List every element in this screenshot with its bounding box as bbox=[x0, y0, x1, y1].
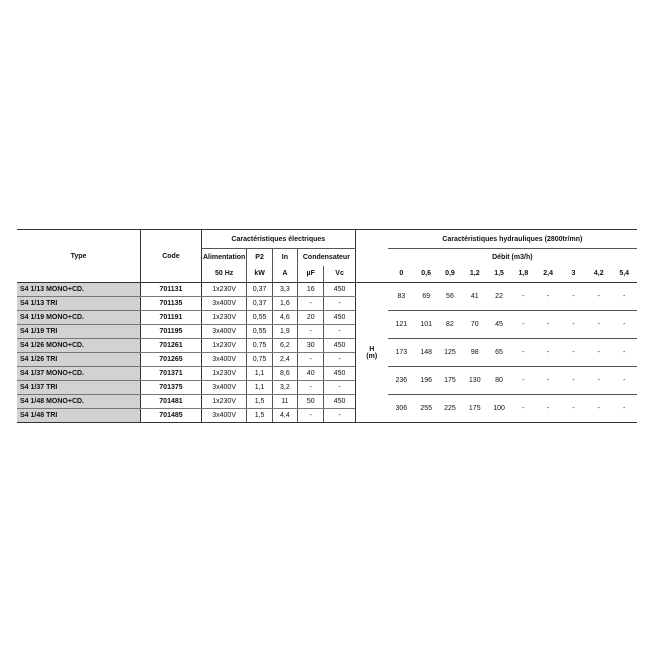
type-cell: S4 1/37 MONO+CD. bbox=[17, 367, 141, 381]
vc-cell: 450 bbox=[324, 311, 355, 325]
flow-header: 0,6 bbox=[415, 266, 437, 283]
p2-cell: 0,75 bbox=[247, 339, 272, 353]
table-row bbox=[17, 395, 637, 409]
flow-header: 1,5 bbox=[487, 266, 511, 283]
alimentation-cell: 3x400V bbox=[201, 381, 247, 395]
p2-cell: 1,5 bbox=[247, 409, 272, 423]
head-value-cell: - bbox=[561, 311, 586, 339]
kw-header: kW bbox=[247, 266, 272, 283]
head-value-cell: - bbox=[511, 367, 535, 395]
head-value-cell: 65 bbox=[487, 339, 511, 367]
alimentation-cell: 3x400V bbox=[201, 353, 247, 367]
uf-header: µF bbox=[298, 266, 324, 283]
in-cell: 11 bbox=[272, 395, 297, 409]
head-value-cell: - bbox=[536, 367, 561, 395]
in-cell: 4,4 bbox=[272, 409, 297, 423]
table-row bbox=[17, 339, 637, 353]
vc-cell: 450 bbox=[324, 367, 355, 381]
head-value-cell: - bbox=[511, 283, 535, 311]
head-value-cell: - bbox=[611, 367, 637, 395]
head-value-cell: 80 bbox=[487, 367, 511, 395]
uf-cell: - bbox=[298, 353, 324, 367]
head-value-cell: - bbox=[586, 339, 611, 367]
in-cell: 3,2 bbox=[272, 381, 297, 395]
head-value-cell: 130 bbox=[463, 367, 487, 395]
vc-cell: 450 bbox=[324, 339, 355, 353]
uf-cell: - bbox=[298, 409, 324, 423]
code-cell: 701195 bbox=[141, 325, 202, 339]
type-cell: S4 1/19 TRI bbox=[17, 325, 141, 339]
in-cell: 6,2 bbox=[272, 339, 297, 353]
in-cell: 2,4 bbox=[272, 353, 297, 367]
head-value-cell: 69 bbox=[415, 283, 437, 311]
in-cell: 1,9 bbox=[272, 325, 297, 339]
in-header: In bbox=[272, 249, 297, 266]
table-row bbox=[17, 311, 637, 325]
alimentation-cell: 3x400V bbox=[201, 325, 247, 339]
type-cell: S4 1/13 TRI bbox=[17, 297, 141, 311]
p2-cell: 1,5 bbox=[247, 395, 272, 409]
vc-cell: - bbox=[324, 409, 355, 423]
head-value-cell: 173 bbox=[388, 339, 415, 367]
code-cell: 701371 bbox=[141, 367, 202, 381]
flow-header: 0 bbox=[388, 266, 415, 283]
head-value-cell: - bbox=[586, 311, 611, 339]
h-column-header-2 bbox=[355, 249, 387, 266]
uf-cell: 16 bbox=[298, 283, 324, 297]
alimentation-header: Alimentation bbox=[201, 249, 247, 266]
p2-header: P2 bbox=[247, 249, 272, 266]
vc-cell: 450 bbox=[324, 395, 355, 409]
uf-cell: 30 bbox=[298, 339, 324, 353]
code-cell: 701481 bbox=[141, 395, 202, 409]
head-value-cell: 255 bbox=[415, 395, 437, 423]
head-value-cell: 306 bbox=[388, 395, 415, 423]
head-value-cell: 98 bbox=[463, 339, 487, 367]
head-value-cell: 83 bbox=[388, 283, 415, 311]
code-cell: 701135 bbox=[141, 297, 202, 311]
alimentation-cell: 3x400V bbox=[201, 409, 247, 423]
p2-cell: 1,1 bbox=[247, 381, 272, 395]
head-value-cell: - bbox=[536, 339, 561, 367]
code-cell: 701485 bbox=[141, 409, 202, 423]
p2-cell: 0,75 bbox=[247, 353, 272, 367]
type-cell: S4 1/13 MONO+CD. bbox=[17, 283, 141, 297]
head-value-cell: 121 bbox=[388, 311, 415, 339]
head-value-cell: 22 bbox=[487, 283, 511, 311]
head-value-cell: - bbox=[511, 311, 535, 339]
head-value-cell: 101 bbox=[415, 311, 437, 339]
head-value-cell: 56 bbox=[437, 283, 462, 311]
head-value-cell: 45 bbox=[487, 311, 511, 339]
vc-cell: - bbox=[324, 325, 355, 339]
vc-header: Vc bbox=[324, 266, 355, 283]
alimentation-cell: 1x230V bbox=[201, 395, 247, 409]
alimentation-cell: 3x400V bbox=[201, 297, 247, 311]
flow-header: 0,9 bbox=[437, 266, 462, 283]
uf-cell: - bbox=[298, 297, 324, 311]
vc-cell: - bbox=[324, 297, 355, 311]
in-cell: 3,3 bbox=[272, 283, 297, 297]
head-value-cell: - bbox=[561, 339, 586, 367]
p2-cell: 0,37 bbox=[247, 297, 272, 311]
code-cell: 701375 bbox=[141, 381, 202, 395]
head-value-cell: - bbox=[561, 367, 586, 395]
flow-header: 3 bbox=[561, 266, 586, 283]
head-value-cell: - bbox=[561, 395, 586, 423]
uf-cell: 50 bbox=[298, 395, 324, 409]
head-value-cell: - bbox=[511, 339, 535, 367]
h-axis-label bbox=[355, 283, 387, 423]
table-row bbox=[17, 367, 637, 381]
alimentation-cell: 1x230V bbox=[201, 283, 247, 297]
head-value-cell: 148 bbox=[415, 339, 437, 367]
head-value-cell: - bbox=[561, 283, 586, 311]
table-row bbox=[17, 283, 637, 297]
code-cell: 701131 bbox=[141, 283, 202, 297]
head-value-cell: 82 bbox=[437, 311, 462, 339]
head-value-cell: - bbox=[586, 367, 611, 395]
head-value-cell: 175 bbox=[463, 395, 487, 423]
h-column-header bbox=[355, 230, 387, 249]
flow-header: 4,2 bbox=[586, 266, 611, 283]
h-label: H bbox=[369, 345, 375, 353]
head-value-cell: 236 bbox=[388, 367, 415, 395]
type-cell: S4 1/37 TRI bbox=[17, 381, 141, 395]
p2-cell: 0,37 bbox=[247, 283, 272, 297]
spec-table bbox=[17, 229, 637, 423]
debit-header: Débit (m3/h) bbox=[492, 253, 533, 261]
head-value-cell: - bbox=[536, 395, 561, 423]
code-cell: 701191 bbox=[141, 311, 202, 325]
head-value-cell: 41 bbox=[463, 283, 487, 311]
uf-cell: - bbox=[298, 381, 324, 395]
alimentation-cell: 1x230V bbox=[201, 311, 247, 325]
amp-header: A bbox=[272, 266, 297, 283]
head-value-cell: 70 bbox=[463, 311, 487, 339]
head-value-cell: - bbox=[611, 283, 637, 311]
alimentation-cell: 1x230V bbox=[201, 339, 247, 353]
vc-cell: - bbox=[324, 353, 355, 367]
hydraulic-group-header: Caractéristiques hydrauliques (2800tr/mn) bbox=[388, 230, 637, 249]
head-value-cell: - bbox=[611, 339, 637, 367]
in-cell: 1,6 bbox=[272, 297, 297, 311]
flow-header: 1,2 bbox=[463, 266, 487, 283]
type-cell: S4 1/19 MONO+CD. bbox=[17, 311, 141, 325]
uf-cell: 20 bbox=[298, 311, 324, 325]
condensateur-header: Condensateur bbox=[298, 249, 356, 266]
electrical-group-header: Caractéristiques électriques bbox=[201, 230, 355, 249]
head-value-cell: 125 bbox=[437, 339, 462, 367]
flow-header: 2,4 bbox=[536, 266, 561, 283]
h-column-header-3 bbox=[355, 266, 387, 283]
flow-header: 1,8 bbox=[511, 266, 535, 283]
head-value-cell: - bbox=[611, 395, 637, 423]
head-value-cell: - bbox=[536, 311, 561, 339]
uf-cell: 40 bbox=[298, 367, 324, 381]
in-cell: 8,6 bbox=[272, 367, 297, 381]
vc-cell: - bbox=[324, 381, 355, 395]
p2-cell: 1,1 bbox=[247, 367, 272, 381]
flow-header: 5,4 bbox=[611, 266, 637, 283]
uf-cell: - bbox=[298, 325, 324, 339]
type-header: Type bbox=[17, 230, 141, 283]
h-unit: (m) bbox=[366, 352, 378, 360]
head-value-cell: 100 bbox=[487, 395, 511, 423]
head-value-cell: - bbox=[511, 395, 535, 423]
head-value-cell: 175 bbox=[437, 367, 462, 395]
type-cell: S4 1/26 MONO+CD. bbox=[17, 339, 141, 353]
vc-cell: 450 bbox=[324, 283, 355, 297]
head-value-cell: - bbox=[586, 395, 611, 423]
type-cell: S4 1/26 TRI bbox=[17, 353, 141, 367]
pump-spec-sheet bbox=[17, 229, 637, 423]
alimentation-cell: 1x230V bbox=[201, 367, 247, 381]
head-value-cell: 196 bbox=[415, 367, 437, 395]
code-cell: 701265 bbox=[141, 353, 202, 367]
head-value-cell: - bbox=[611, 311, 637, 339]
code-cell: 701261 bbox=[141, 339, 202, 353]
freq-header: 50 Hz bbox=[201, 266, 247, 283]
p2-cell: 0,55 bbox=[247, 325, 272, 339]
p2-cell: 0,55 bbox=[247, 311, 272, 325]
type-cell: S4 1/48 TRI bbox=[17, 409, 141, 423]
head-value-cell: - bbox=[586, 283, 611, 311]
type-cell: S4 1/48 MONO+CD. bbox=[17, 395, 141, 409]
head-value-cell: 225 bbox=[437, 395, 462, 423]
code-header: Code bbox=[141, 230, 202, 283]
head-value-cell: - bbox=[536, 283, 561, 311]
in-cell: 4,6 bbox=[272, 311, 297, 325]
